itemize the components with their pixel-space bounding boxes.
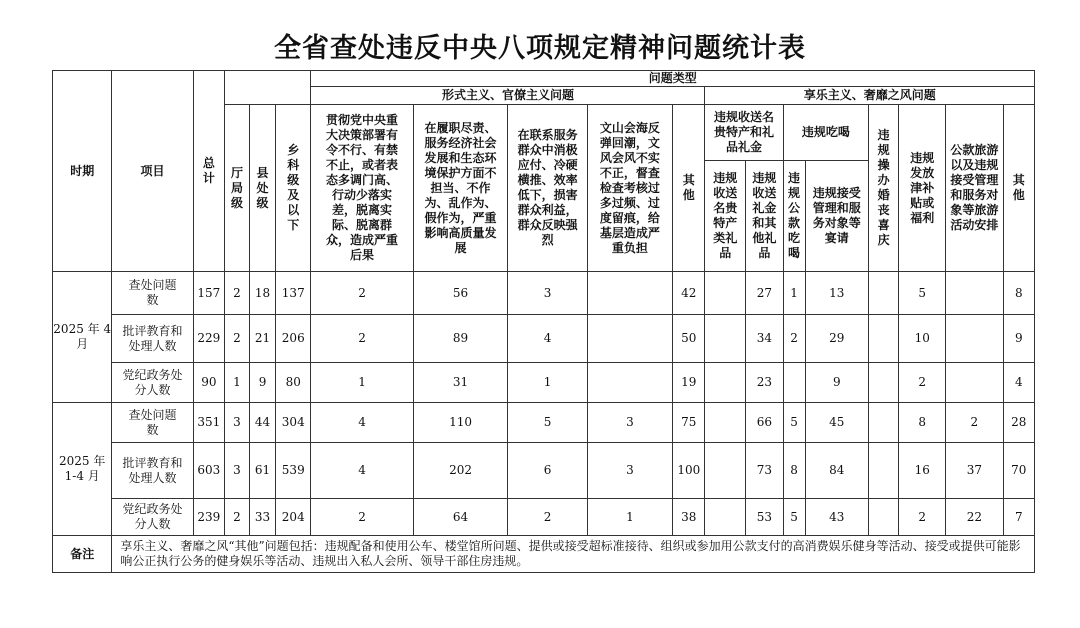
- cell: 16: [899, 443, 946, 499]
- cell: 4: [508, 315, 587, 363]
- cell: 137: [276, 272, 311, 315]
- cell: 603: [193, 443, 224, 499]
- cell: 3: [587, 403, 672, 443]
- cell: 44: [249, 403, 275, 443]
- cell: 2: [311, 315, 413, 363]
- cell: 202: [413, 443, 508, 499]
- cell: 4: [311, 443, 413, 499]
- cell: 100: [673, 443, 705, 499]
- cell: 7: [1003, 499, 1034, 536]
- cell: 8: [1003, 272, 1034, 315]
- cell: 28: [1003, 403, 1034, 443]
- cell: 3: [224, 443, 249, 499]
- header-hedonism-other-text: 其他: [1012, 173, 1025, 202]
- period-label-1: 2025 年 4 月: [53, 272, 112, 403]
- row-item-1-1: [112, 272, 193, 315]
- cell: 13: [805, 272, 869, 315]
- header-xian-level: [249, 105, 275, 272]
- cell: 80: [276, 363, 311, 403]
- remark-label: 备注: [53, 536, 112, 573]
- cell: 4: [1003, 363, 1034, 403]
- cell: 539: [276, 443, 311, 499]
- header-formalism-other-text: 其他: [682, 173, 695, 202]
- header-xian-text: 县处级: [256, 165, 269, 210]
- cell: 43: [805, 499, 869, 536]
- header-ting-level: [224, 105, 249, 272]
- cell: 90: [193, 363, 224, 403]
- header-wedding-text: 违规操办婚丧喜庆: [877, 128, 890, 247]
- cell: 50: [673, 315, 705, 363]
- row-item-1-1-text: 查处问题数: [128, 278, 177, 307]
- cell: 9: [249, 363, 275, 403]
- cell: 9: [1003, 315, 1034, 363]
- cell: [705, 499, 746, 536]
- cell: 2: [783, 315, 805, 363]
- cell: 2: [311, 499, 413, 536]
- cell: [869, 363, 899, 403]
- header-allowance-text: 违规发放津补贴或福利: [910, 150, 935, 225]
- cell: 27: [746, 272, 784, 315]
- cell: 34: [746, 315, 784, 363]
- header-hedonism-other: [1003, 105, 1034, 272]
- header-xiang-level: [276, 105, 311, 272]
- cell: 73: [746, 443, 784, 499]
- cell: 6: [508, 443, 587, 499]
- cell: 19: [673, 363, 705, 403]
- cell: [705, 363, 746, 403]
- header-formalism-3: [508, 105, 587, 272]
- row-item-1-3: [112, 363, 193, 403]
- header-dining-group: 违规吃喝: [783, 105, 868, 161]
- cell: 2: [899, 363, 946, 403]
- cell: [783, 363, 805, 403]
- cell: [869, 403, 899, 443]
- page-title: 全省查处违反中央八项规定精神问题统计表: [274, 33, 806, 64]
- cell: 304: [276, 403, 311, 443]
- cell: 239: [193, 499, 224, 536]
- header-period: 时期: [53, 71, 112, 272]
- cell: 70: [1003, 443, 1034, 499]
- cell: [869, 272, 899, 315]
- header-gift-2-text: 违规收送礼金和其他礼品: [752, 171, 777, 260]
- cell: 1: [311, 363, 413, 403]
- cell: [869, 443, 899, 499]
- cell: 2: [311, 272, 413, 315]
- cell: 1: [508, 363, 587, 403]
- row-item-2-2-text: 批评教育和处理人数: [122, 455, 183, 485]
- cell: 2: [224, 272, 249, 315]
- row-item-2-1-text: 查处问题数: [128, 407, 177, 437]
- header-wedding: [869, 105, 899, 272]
- cell: 5: [783, 499, 805, 536]
- header-gift-1: [705, 161, 746, 272]
- cell: 157: [193, 272, 224, 315]
- header-dining-1: [783, 161, 805, 272]
- header-gift-group: [705, 105, 783, 161]
- header-xiang-text: 乡科级及以下: [287, 143, 300, 232]
- header-hedonism: 享乐主义、奢靡之风问题: [705, 87, 1035, 105]
- cell: [587, 315, 672, 363]
- row-item-1-2: [112, 315, 193, 363]
- header-dining-1-text: 违规公款吃喝: [788, 171, 801, 260]
- header-travel-text: 公款旅游以及违规接受管理和服务对象等旅游活动安排: [950, 143, 999, 232]
- cell: 33: [249, 499, 275, 536]
- cell: [705, 443, 746, 499]
- cell: 9: [805, 363, 869, 403]
- header-dining-2-text: 违规接受管理和服务对象等宴请: [812, 186, 861, 245]
- row-item-1-2-text: 批评教育和处理人数: [122, 323, 183, 353]
- cell: 10: [899, 315, 946, 363]
- cell: 2: [946, 403, 1003, 443]
- header-blank: [224, 71, 311, 105]
- header-problem-type: 问题类型: [311, 71, 1035, 87]
- header-total: [193, 71, 224, 272]
- cell: 1: [224, 363, 249, 403]
- cell: [869, 499, 899, 536]
- header-ting-text: 厅局级: [230, 165, 243, 210]
- header-formalism-3-text: 在联系服务群众中消极应付、冷硬横推、效率低下，损害群众利益，群众反映强烈: [517, 128, 578, 247]
- cell: 3: [224, 403, 249, 443]
- cell: 53: [746, 499, 784, 536]
- cell: 206: [276, 315, 311, 363]
- cell: 75: [673, 403, 705, 443]
- cell: 2: [508, 499, 587, 536]
- row-item-2-1: [112, 403, 193, 443]
- cell: 84: [805, 443, 869, 499]
- cell: 5: [899, 272, 946, 315]
- header-gift-1-text: 违规收送名贵特产类礼品: [713, 171, 738, 260]
- cell: [946, 363, 1003, 403]
- cell: 8: [899, 403, 946, 443]
- header-formalism-1-text: 贯彻党中央重大决策部署有令不行、有禁不止，或者表态多调门高、行动少落实差，脱离实际、脱离群众，造成严重后果: [326, 113, 399, 262]
- cell: [587, 272, 672, 315]
- cell: 37: [946, 443, 1003, 499]
- header-formalism-2: [413, 105, 508, 272]
- cell: 351: [193, 403, 224, 443]
- cell: 23: [746, 363, 784, 403]
- header-formalism-4-text: 文山会海反弹回潮，文风会风不实不正，督查检查考核过多过频、过度留痕，给基层造成严重负担: [599, 120, 660, 255]
- cell: 18: [249, 272, 275, 315]
- cell: 8: [783, 443, 805, 499]
- remark-text: 享乐主义、奢靡之风“其他”问题包括：违规配备和使用公车、楼堂馆所问题、提供或接受超标准接待、组织或参加用公款支付的高消费娱乐健身等活动、接受或提供可能影响公正执行公务的健身娱乐等活动、违规出入私人会所、领导干部住房违规。: [112, 536, 1035, 573]
- cell: 2: [224, 499, 249, 536]
- cell: 2: [899, 499, 946, 536]
- cell: [587, 363, 672, 403]
- period-label-2: 2025 年 1-4 月: [53, 403, 112, 536]
- cell: 5: [508, 403, 587, 443]
- cell: 89: [413, 315, 508, 363]
- header-formalism-other: [673, 105, 705, 272]
- cell: 64: [413, 499, 508, 536]
- header-formalism-1: [311, 105, 413, 272]
- header-gift-2: [746, 161, 784, 272]
- cell: 61: [249, 443, 275, 499]
- cell: 29: [805, 315, 869, 363]
- cell: 2: [224, 315, 249, 363]
- statistics-table: [52, 70, 1035, 573]
- cell: [705, 315, 746, 363]
- cell: 42: [673, 272, 705, 315]
- header-gift-group-text: 违规收送名贵特产和礼品礼金: [714, 110, 775, 154]
- cell: 3: [508, 272, 587, 315]
- header-formalism-4: [587, 105, 672, 272]
- cell: 56: [413, 272, 508, 315]
- cell: 110: [413, 403, 508, 443]
- cell: 5: [783, 403, 805, 443]
- header-travel: [946, 105, 1003, 272]
- row-item-1-3-text: 党纪政务处分人数: [122, 367, 183, 397]
- header-item: 项目: [112, 71, 193, 272]
- header-dining-2: [805, 161, 869, 272]
- cell: [705, 403, 746, 443]
- cell: 21: [249, 315, 275, 363]
- cell: 38: [673, 499, 705, 536]
- cell: 22: [946, 499, 1003, 536]
- cell: [705, 272, 746, 315]
- cell: 3: [587, 443, 672, 499]
- row-item-2-3: [112, 499, 193, 536]
- cell: 45: [805, 403, 869, 443]
- header-formalism: 形式主义、官僚主义问题: [311, 87, 705, 105]
- row-item-2-3-text: 党纪政务处分人数: [122, 502, 183, 531]
- cell: 1: [587, 499, 672, 536]
- cell: 229: [193, 315, 224, 363]
- header-formalism-2-text: 在履职尽责、服务经济社会发展和生态环境保护方面不担当、不作为、乱作为、假作为，严重影响高质量发展: [424, 120, 497, 255]
- cell: 66: [746, 403, 784, 443]
- cell: [869, 315, 899, 363]
- header-total-text: 总计: [202, 156, 215, 185]
- cell: 31: [413, 363, 508, 403]
- cell: 204: [276, 499, 311, 536]
- header-allowance: [899, 105, 946, 272]
- cell: 1: [783, 272, 805, 315]
- cell: 4: [311, 403, 413, 443]
- cell: [946, 272, 1003, 315]
- cell: [946, 315, 1003, 363]
- row-item-2-2: [112, 443, 193, 499]
